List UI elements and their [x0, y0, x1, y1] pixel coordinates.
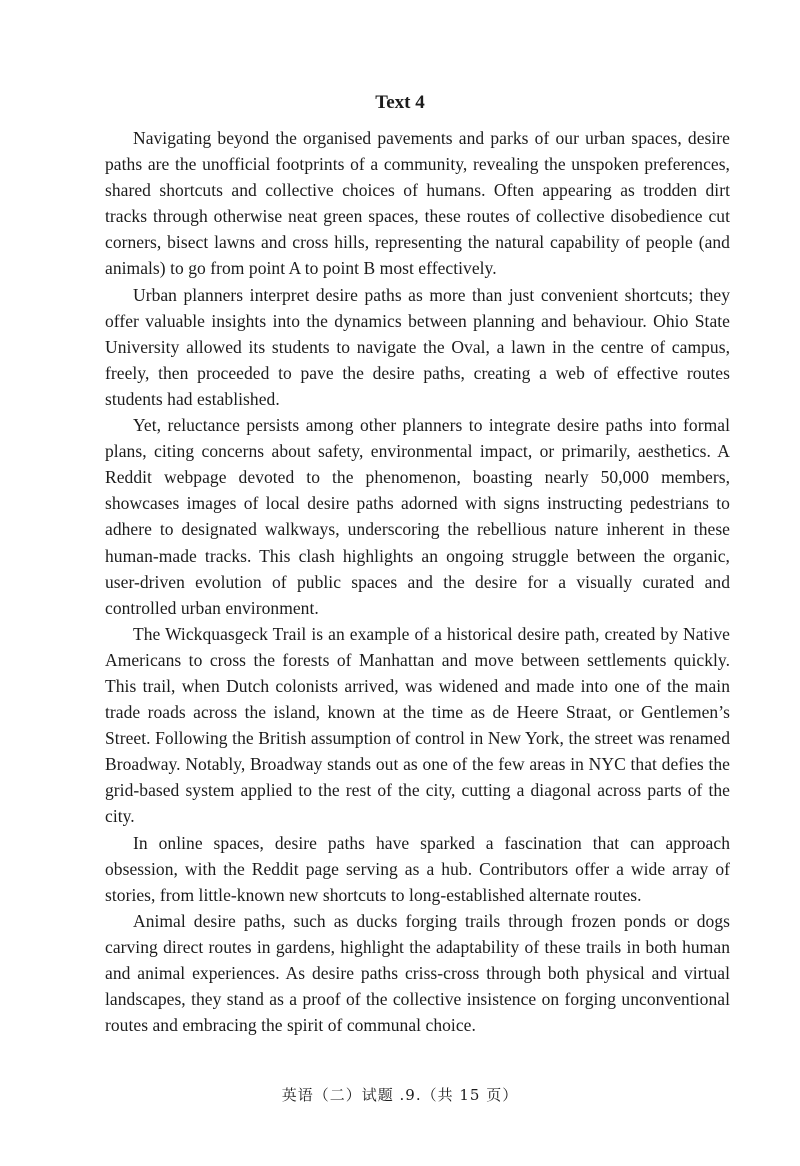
- paragraph-6: Animal desire paths, such as ducks forging trails through frozen ponds or dogs carving direct routes in gardens, highlight the adaptability of these trails in both human and animal experiences. As desire paths criss-cross through both physical and virtual landscapes, they stand as a proof of the collective insistence on forging unconventional routes and embracing the spirit of communal choice.: [105, 910, 730, 1036]
- paragraph-1: Navigating beyond the organised pavements and parks of our urban spaces, desire paths are the unofficial footprints of a community, revealing the unspoken preferences, shared shortcuts and collective choices of humans. Often appearing as trodden dirt tracks through otherwise neat green spaces, these routes of collective disobedience cut corners, bisect lawns and cross hills, representing the natural capability of people (and animals) to go from point A to point B most effectively.: [105, 128, 730, 279]
- paragraph-2: Urban planners interpret desire paths as more than just convenient shortcuts; they offer valuable insights into the dynamics between planning and behaviour. Ohio State University allowed its students to navigate the Oval, a lawn in the centre of campus, freely, then proceeded to pave the desire paths, creating a web of effective routes students had established.: [105, 284, 730, 409]
- paragraph-4: The Wickquasgeck Trail is an example of a historical desire path, created by Native Americans to cross the forests of Manhattan and move between settlements quickly. This trail, when Dutch colonists arrived, was widened and made into one of the main trade roads across the island, known at the time as de Heere Straat, or Gentlemen’s Street. Following the British assumption of control in New York, the street was renamed Broadway. Notably, Broadway stands out as one of the few areas in NYC that defies the grid-based system applied to the rest of the city, cutting a diagonal across parts of the city.: [105, 623, 730, 827]
- page-footer: 英语（二）试题 .9.（共 15 页）: [281, 1086, 519, 1104]
- paragraph-5: In online spaces, desire paths have sparked a fascination that can approach obsession, with the Reddit page serving as a hub. Contributors offer a wide array of stories, from little-known new shortcuts to long-established alternate routes.: [105, 832, 730, 905]
- text-title: Text 4: [375, 92, 425, 113]
- passage-body: [105, 125, 730, 1038]
- paragraph-3: Yet, reluctance persists among other planners to integrate desire paths into formal plans, citing concerns about safety, environmental impact, or primarily, aesthetics. A Reddit webpage devoted to the phenomenon, boasting nearly 50,000 members, showcases images of local desire paths adorned with signs instructing pedestrians to adhere to designated walkways, underscoring the rebellious nature inherent in these human-made tracks. This clash highlights an ongoing struggle between the organic, user-driven evolution of public spaces and the desire for a visually curated and controlled urban environment.: [105, 415, 730, 618]
